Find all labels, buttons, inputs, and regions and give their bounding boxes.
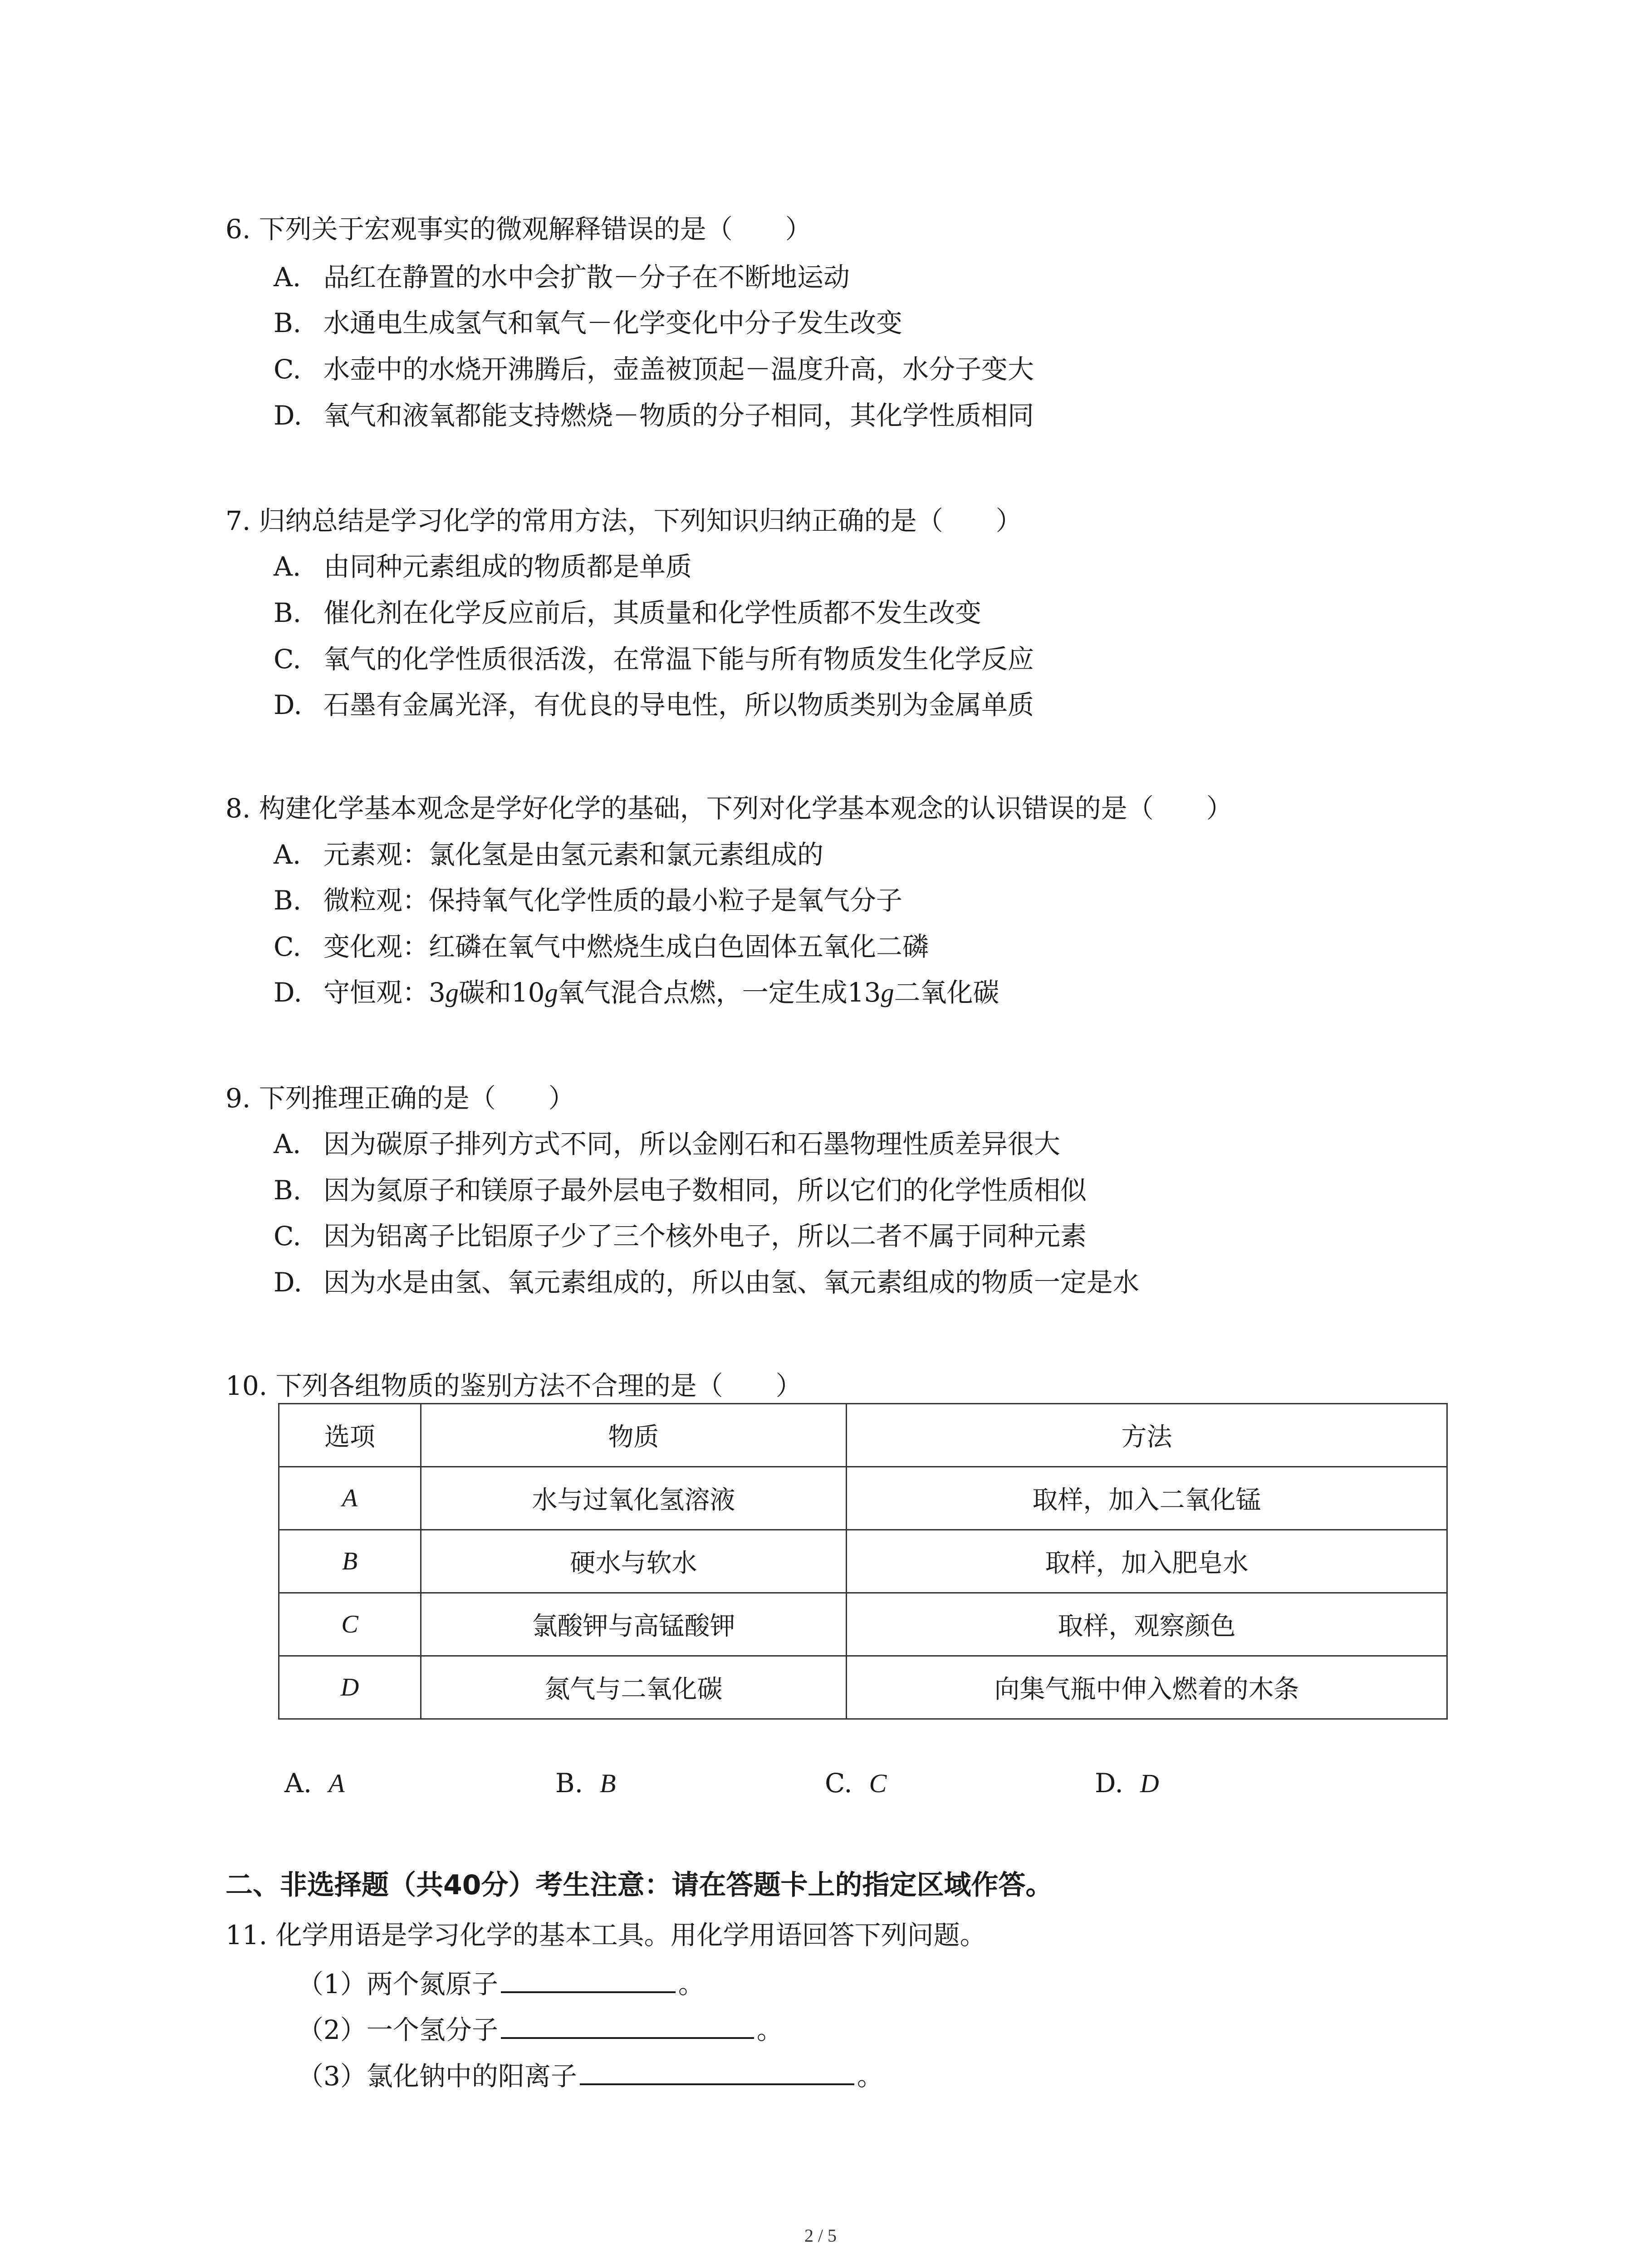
option-text: 变化观：红磷在氧气中燃烧生成白色固体五氧化二磷 xyxy=(323,931,929,962)
option-text: 石墨有金属光泽，有优良的导电性，所以物质类别为金属单质 xyxy=(323,689,1034,720)
q9-option-b xyxy=(274,1174,1087,1206)
q9-stem: 9. 下列推理正确的是（ ） xyxy=(225,1083,575,1114)
option-text: 品红在静置的水中会扩散－分子在不断地运动 xyxy=(323,262,850,293)
option-text: 由同种元素组成的物质都是单质 xyxy=(323,551,692,582)
table-cell: 取样，加入二氧化锰 xyxy=(847,1467,1447,1530)
q11-sub-1 xyxy=(297,1968,705,2000)
table-cell: 取样，加入肥皂水 xyxy=(847,1530,1447,1593)
option-letter: A. xyxy=(274,1129,301,1159)
table-cell: 水与过氧化氢溶液 xyxy=(421,1467,847,1530)
q8-stem: 8. 构建化学基本观念是学好化学的基础，下列对化学基本观念的认识错误的是（ ） xyxy=(225,793,1233,824)
q9-option-d xyxy=(274,1266,1139,1298)
option-text: 氧气的化学性质很活泼，在常温下能与所有物质发生化学反应 xyxy=(323,644,1034,675)
table-row xyxy=(279,1656,1447,1719)
option-letter: D. xyxy=(274,400,302,431)
option-letter: A. xyxy=(274,551,301,582)
unit-g: g xyxy=(544,978,558,1007)
q7-option-a xyxy=(274,551,692,582)
q9-option-a xyxy=(274,1128,1060,1160)
option-text: 水壶中的水烧开沸腾后，壶盖被顶起－温度升高，水分子变大 xyxy=(323,354,1034,385)
choice-letter: D. xyxy=(1095,1768,1123,1799)
q7-option-c xyxy=(274,643,1034,675)
sub-end: 。 xyxy=(756,2014,783,2045)
q10-choice-c xyxy=(825,1767,887,1799)
option-text: 催化剂在化学反应前后，其质量和化学性质都不发生改变 xyxy=(323,597,982,628)
q11-sub-3 xyxy=(297,2060,883,2092)
q8-option-b xyxy=(274,885,902,916)
table-cell: D xyxy=(279,1656,421,1719)
option-letter: C. xyxy=(274,931,301,962)
q10-choice-a xyxy=(284,1767,345,1799)
unit-g: g xyxy=(445,978,459,1007)
option-text: 因为水是由氢、氧元素组成的，所以由氢、氧元素组成的物质一定是水 xyxy=(323,1267,1140,1298)
table-cell: 取样，观察颜色 xyxy=(847,1593,1447,1656)
option-letter: B. xyxy=(274,308,302,338)
choice-letter: B. xyxy=(555,1768,583,1799)
option-letter: D. xyxy=(274,689,302,720)
q7-option-d xyxy=(274,689,1034,721)
q10-stem: 10. 下列各组物质的鉴别方法不合理的是（ ） xyxy=(225,1370,802,1401)
option-letter: A. xyxy=(274,839,301,870)
option-text-2: 碳和10 xyxy=(458,977,545,1008)
table-row xyxy=(279,1593,1447,1656)
sub-end: 。 xyxy=(857,2061,883,2092)
sub-label: （3）氯化钠中的阳离子 xyxy=(297,2061,577,2092)
table-cell: 向集气瓶中伸入燃着的木条 xyxy=(847,1656,1447,1719)
q8-option-c xyxy=(274,931,929,963)
table-cell: C xyxy=(279,1593,421,1656)
option-text: 水通电生成氢气和氧气－化学变化中分子发生改变 xyxy=(323,308,903,338)
choice-letter: A. xyxy=(284,1768,312,1799)
table-cell: 氯酸钾与高锰酸钾 xyxy=(421,1593,847,1656)
choice-value: D xyxy=(1140,1769,1159,1798)
choice-value: C xyxy=(869,1769,887,1798)
table-cell: 氮气与二氧化碳 xyxy=(421,1656,847,1719)
table-cell: A xyxy=(279,1467,421,1530)
option-text: 因为碳原子排列方式不同，所以金刚石和石墨物理性质差异很大 xyxy=(323,1129,1061,1159)
option-letter: C. xyxy=(274,1221,301,1251)
option-text: 氧气和液氧都能支持燃烧－物质的分子相同，其化学性质相同 xyxy=(323,400,1034,431)
option-text: 因为氦原子和镁原子最外层电子数相同，所以它们的化学性质相似 xyxy=(323,1175,1087,1206)
option-letter: D. xyxy=(274,1267,302,1298)
table-header-cell: 选项 xyxy=(279,1404,421,1467)
sub-label: （2）一个氢分子 xyxy=(297,2014,498,2045)
option-text-4: 二氧化碳 xyxy=(894,977,999,1008)
q11-sub-2 xyxy=(297,2014,783,2046)
q7-stem: 7. 归纳总结是学习化学的常用方法，下列知识归纳正确的是（ ） xyxy=(225,505,1022,536)
q6-stem: 6. 下列关于宏观事实的微观解释错误的是（ ） xyxy=(225,214,812,244)
table-row xyxy=(279,1530,1447,1593)
option-letter: C. xyxy=(274,354,301,385)
q8-option-a xyxy=(274,839,823,870)
choice-letter: C. xyxy=(825,1768,852,1799)
q9-option-c xyxy=(274,1220,1087,1252)
option-letter: C. xyxy=(274,644,301,675)
option-letter: B. xyxy=(274,1175,302,1206)
option-text: 元素观：氯化氢是由氢元素和氯元素组成的 xyxy=(323,839,824,870)
choice-value: B xyxy=(599,1769,616,1798)
answer-blank[interactable] xyxy=(580,2060,854,2085)
q6-option-d xyxy=(274,400,1034,431)
option-letter: B. xyxy=(274,885,302,916)
option-text: 因为铝离子比铝原子少了三个核外电子，所以二者不属于同种元素 xyxy=(323,1221,1087,1251)
table-row xyxy=(279,1467,1447,1530)
table-cell: B xyxy=(279,1530,421,1593)
sub-end: 。 xyxy=(678,1969,705,1999)
q10-table xyxy=(278,1403,1448,1720)
q6-option-c xyxy=(274,353,1034,385)
choice-value: A xyxy=(328,1769,345,1798)
unit-g: g xyxy=(881,978,894,1007)
page-number: 2 / 5 xyxy=(804,2225,837,2246)
table-header-cell: 物质 xyxy=(421,1404,847,1467)
option-text-3: 氧气混合点燃，一定生成13 xyxy=(558,977,881,1008)
q10-choice-b xyxy=(555,1767,616,1799)
table-header-row xyxy=(279,1404,1447,1467)
section-heading: 二、非选择题（共40分）考生注意：请在答题卡上的指定区域作答。 xyxy=(225,1869,1053,1901)
option-letter: A. xyxy=(274,262,301,293)
sub-label: （1）两个氮原子 xyxy=(297,1969,498,1999)
q7-option-b xyxy=(274,597,981,629)
q6-option-a xyxy=(274,261,850,293)
option-letter: B. xyxy=(274,597,302,628)
option-letter: D. xyxy=(274,977,302,1008)
q8-option-d xyxy=(274,977,999,1009)
option-text: 微粒观：保持氧气化学性质的最小粒子是氧气分子 xyxy=(323,885,903,916)
table-cell: 硬水与软水 xyxy=(421,1530,847,1593)
q10-choice-d xyxy=(1095,1767,1159,1799)
table-header-cell: 方法 xyxy=(847,1404,1447,1467)
option-text-1: 守恒观：3 xyxy=(323,977,446,1008)
answer-blank[interactable] xyxy=(501,2014,754,2039)
q11-stem: 11. 化学用语是学习化学的基本工具。用化学用语回答下列问题。 xyxy=(225,1920,986,1950)
q6-option-b xyxy=(274,307,902,339)
answer-blank[interactable] xyxy=(501,1968,676,1993)
